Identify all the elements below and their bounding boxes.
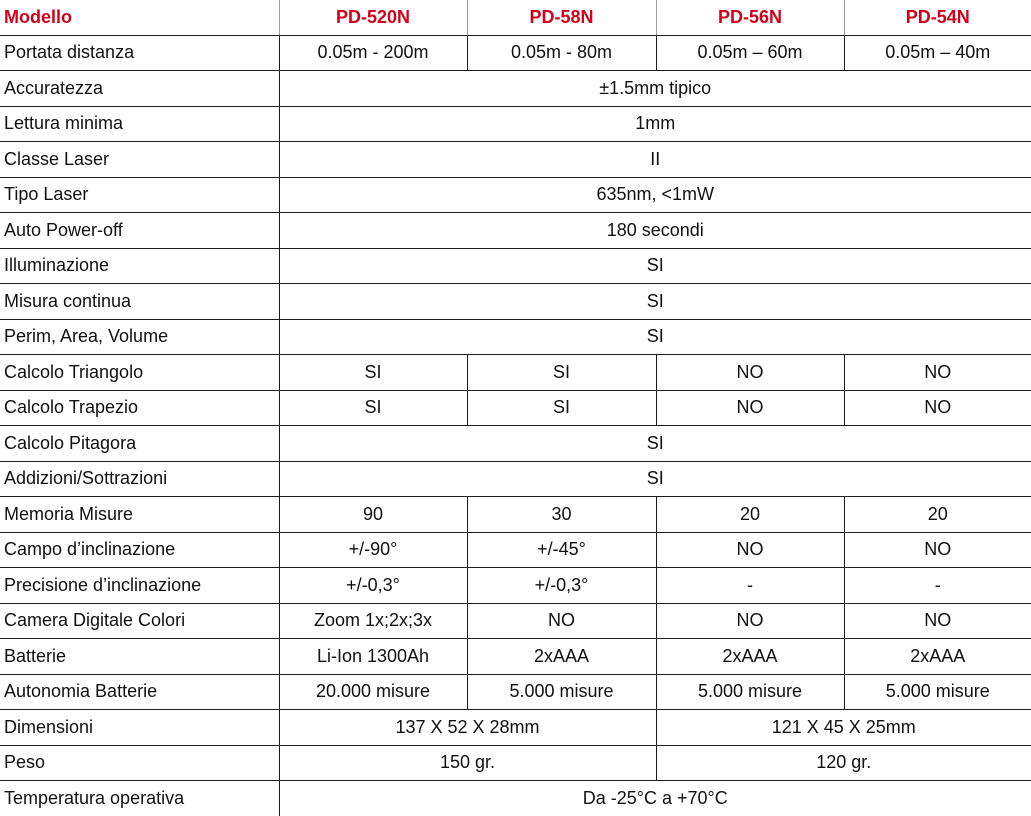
table-row <box>0 781 1031 816</box>
table-cell: 150 gr. <box>279 745 656 781</box>
table-cell: 137 X 52 X 28mm <box>279 710 656 746</box>
table-row <box>0 71 1031 107</box>
table-cell: NO <box>656 355 844 391</box>
table-row <box>0 745 1031 781</box>
table-row <box>0 639 1031 675</box>
table-cell: 2xAAA <box>844 639 1031 675</box>
table-header-row <box>0 0 1031 35</box>
row-label: Camera Digitale Colori <box>0 603 279 639</box>
table-cell: Zoom 1x;2x;3x <box>279 603 467 639</box>
table-cell: SI <box>279 319 1031 355</box>
table-row <box>0 603 1031 639</box>
table-cell: 5.000 misure <box>467 674 656 710</box>
row-label: Accuratezza <box>0 71 279 107</box>
row-label: Calcolo Triangolo <box>0 355 279 391</box>
table-cell: 90 <box>279 497 467 533</box>
table-cell: 0.05m – 40m <box>844 35 1031 71</box>
table-cell: SI <box>279 426 1031 462</box>
table-cell: - <box>844 568 1031 604</box>
row-label: Misura continua <box>0 284 279 320</box>
table-row <box>0 177 1031 213</box>
table-row <box>0 426 1031 462</box>
table-row <box>0 106 1031 142</box>
row-label: Memoria Misure <box>0 497 279 533</box>
table-row <box>0 355 1031 391</box>
model-header-pd-520n: PD-520N <box>279 0 467 35</box>
row-label: Peso <box>0 745 279 781</box>
table-cell: Li-Ion 1300Ah <box>279 639 467 675</box>
table-cell: SI <box>279 355 467 391</box>
table-row <box>0 319 1031 355</box>
table-cell: 0.05m - 200m <box>279 35 467 71</box>
table-cell: 180 secondi <box>279 213 1031 249</box>
table-row <box>0 568 1031 604</box>
table-cell: 5.000 misure <box>844 674 1031 710</box>
table-cell: 30 <box>467 497 656 533</box>
row-label: Illuminazione <box>0 248 279 284</box>
table-row <box>0 213 1031 249</box>
table-cell: 635nm, <1mW <box>279 177 1031 213</box>
table-cell: +/-90° <box>279 532 467 568</box>
table-cell: Da -25°C a +70°C <box>279 781 1031 816</box>
table-row <box>0 35 1031 71</box>
row-label: Campo d’inclinazione <box>0 532 279 568</box>
table-cell: NO <box>656 603 844 639</box>
table-row <box>0 461 1031 497</box>
row-label: Addizioni/Sottrazioni <box>0 461 279 497</box>
row-label: Dimensioni <box>0 710 279 746</box>
row-label: Auto Power-off <box>0 213 279 249</box>
row-label: Perim, Area, Volume <box>0 319 279 355</box>
table-cell: 120 gr. <box>656 745 1031 781</box>
table-cell: +/-45° <box>467 532 656 568</box>
table-row <box>0 142 1031 178</box>
table-row <box>0 284 1031 320</box>
table-cell: NO <box>844 603 1031 639</box>
table-cell: ±1.5mm tipico <box>279 71 1031 107</box>
table-cell: SI <box>279 461 1031 497</box>
row-label: Tipo Laser <box>0 177 279 213</box>
table-row <box>0 674 1031 710</box>
row-label: Calcolo Trapezio <box>0 390 279 426</box>
row-label: Precisione d’inclinazione <box>0 568 279 604</box>
row-label: Autonomia Batterie <box>0 674 279 710</box>
table-row <box>0 497 1031 533</box>
table-cell: 0.05m - 80m <box>467 35 656 71</box>
row-label: Temperatura operativa <box>4 787 185 808</box>
model-header-pd-58n: PD-58N <box>467 0 656 35</box>
table-cell: NO <box>656 532 844 568</box>
table-cell: 2xAAA <box>656 639 844 675</box>
table-cell: +/-0,3° <box>467 568 656 604</box>
table-row <box>0 532 1031 568</box>
table-cell: 20 <box>844 497 1031 533</box>
row-label: Classe Laser <box>0 142 279 178</box>
table-cell: +/-0,3° <box>279 568 467 604</box>
row-label: Batterie <box>0 639 279 675</box>
table-row <box>0 248 1031 284</box>
table-cell: NO <box>656 390 844 426</box>
row-label: Portata distanza <box>0 35 279 71</box>
table-cell: SI <box>279 284 1031 320</box>
table-cell: NO <box>844 532 1031 568</box>
table-cell: 2xAAA <box>467 639 656 675</box>
table-cell: NO <box>467 603 656 639</box>
table-cell: 1mm <box>279 106 1031 142</box>
table-row <box>0 710 1031 746</box>
table-cell: SI <box>467 355 656 391</box>
table-cell: 20.000 misure <box>279 674 467 710</box>
header-label: Modello <box>0 0 279 35</box>
model-header-pd-56n: PD-56N <box>656 0 844 35</box>
table-cell: - <box>656 568 844 604</box>
table-row <box>0 390 1031 426</box>
row-label: Calcolo Pitagora <box>0 426 279 462</box>
table-cell: 121 X 45 X 25mm <box>656 710 1031 746</box>
row-label: Lettura minima <box>0 106 279 142</box>
table-cell: II <box>279 142 1031 178</box>
table-cell: 5.000 misure <box>656 674 844 710</box>
table-cell: SI <box>279 248 1031 284</box>
table-cell: NO <box>844 390 1031 426</box>
table-cell: NO <box>844 355 1031 391</box>
table-cell: SI <box>279 390 467 426</box>
table-cell: SI <box>467 390 656 426</box>
table-cell: 20 <box>656 497 844 533</box>
table-cell: 0.05m – 60m <box>656 35 844 71</box>
model-header-pd-54n: PD-54N <box>844 0 1031 35</box>
